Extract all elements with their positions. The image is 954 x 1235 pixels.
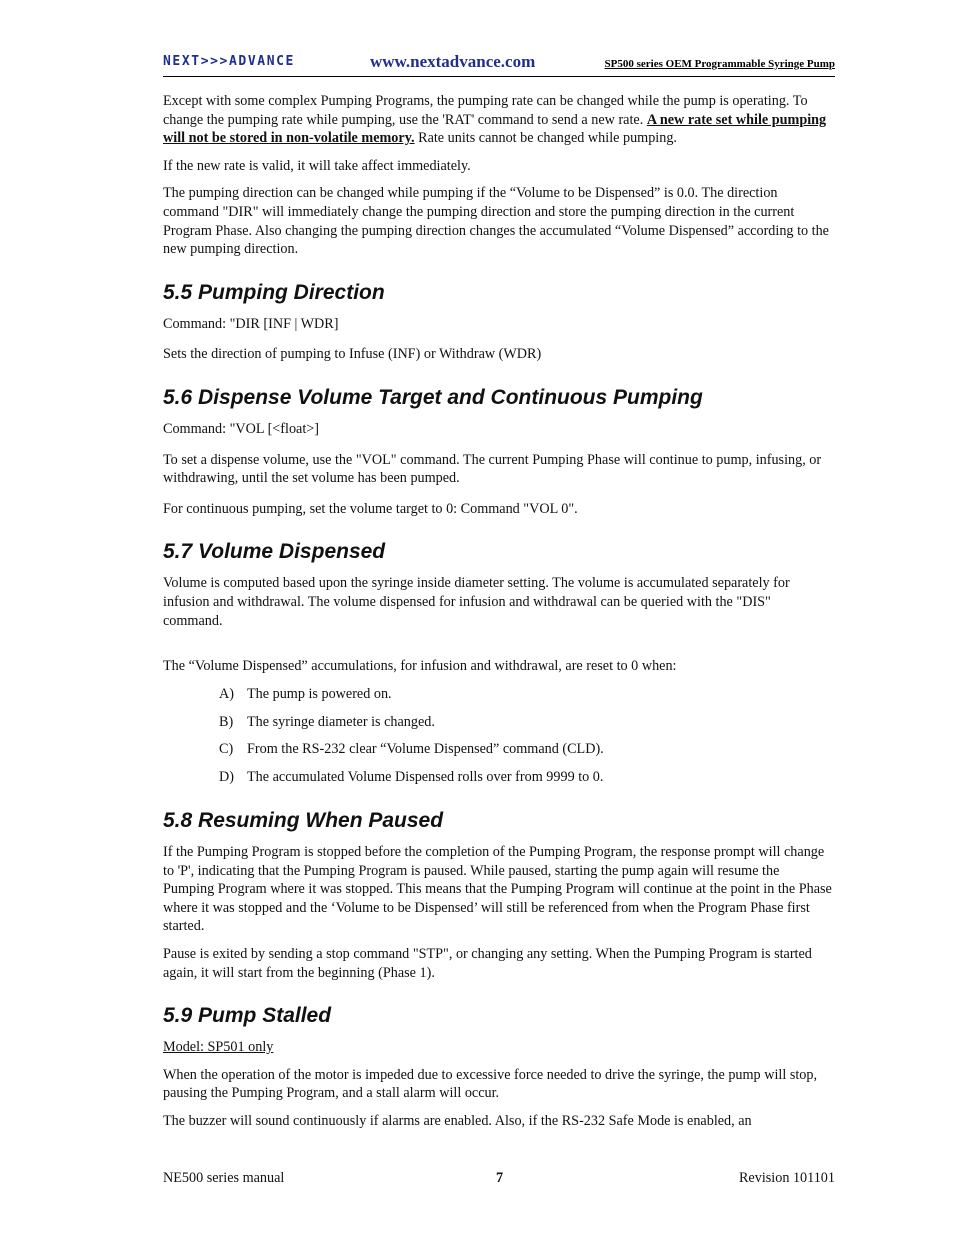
section-heading-5-8: 5.8 Resuming When Paused <box>163 808 444 832</box>
intro-paragraph-3: The pumping direction can be changed while pumping if the “Volume to be Dispensed” is 0.0. The direction command "DIR" will immediately change the pumping direction and store the pumping direction in the current Program Phase. Also changing the pumping direction changes the accumulated “Volume Dispensed” according to the new pumping direction. <box>163 185 829 258</box>
intro-bold-note: A new rate set while pumping will not be stored in non-volatile memory. <box>163 111 827 147</box>
section-heading-5-7: 5.7 Volume Dispensed <box>163 540 386 564</box>
s56-paragraph-2: For continuous pumping, set the volume target to 0: Command "VOL 0". <box>163 500 578 517</box>
document-title: SP500 series OEM Programmable Syringe Pump <box>604 58 835 70</box>
s57-paragraph-1: Volume is computed based upon the syringe inside diameter setting. The volume is accumulated separately for infusion and withdrawal. The volume dispensed for infusion and withdrawal can be queried with the "DIS" command. <box>163 575 790 629</box>
list-item: D) The accumulated Volume Dispensed rolls over from 9999 to 0. <box>219 769 604 786</box>
reset-conditions-list <box>163 685 833 787</box>
list-item: B) The syringe diameter is changed. <box>219 713 435 730</box>
s59-paragraph-1: When the operation of the motor is impeded due to excessive force needed to drive the syringe, the pump will stop, pausing the Pumping Program, and a stall alarm will occur. <box>163 1066 818 1102</box>
section-heading-5-9: 5.9 Pump Stalled <box>163 1004 332 1028</box>
s56-paragraph-1: To set a dispense volume, use the "VOL" command. The current Pumping Phase will continue to pump, infusing, or withdrawing, until the set volume has been pumped. <box>163 451 822 487</box>
section-heading-5-6: 5.6 Dispense Volume Target and Continuous Pumping <box>163 385 703 409</box>
s55-paragraph: Sets the direction of pumping to Infuse (INF) or Withdraw (WDR) <box>163 346 542 363</box>
intro-paragraph-1: Except with some complex Pumping Programs, the pumping rate can be changed while the pump is operating. To change the pumping rate while pumping, use the 'RAT' command to send a new rate. A new rate set while pumping will not be stored in non-volatile memory. Rate units cannot be changed while pumping. <box>163 93 827 147</box>
page-number: 7 <box>496 1170 504 1186</box>
page-header <box>163 50 835 77</box>
website-link[interactable]: www.nextadvance.com <box>370 52 536 71</box>
model-note: Model: SP501 only <box>163 1039 274 1056</box>
s57-paragraph-2: The “Volume Dispensed” accumulations, for infusion and withdrawal, are reset to 0 when: <box>163 658 677 675</box>
page-content <box>163 92 833 1139</box>
s59-paragraph-2: The buzzer will sound continuously if alarms are enabled. Also, if the RS-232 Safe Mode is enabled, an <box>163 1112 752 1129</box>
section-heading-5-5: 5.5 Pumping Direction <box>163 280 385 304</box>
list-item: A) The pump is powered on. <box>219 685 392 702</box>
footer-manual-name: NE500 series manual <box>163 1170 285 1186</box>
command-dir: Command: "DIR [INF | WDR] <box>163 315 339 332</box>
command-vol: Command: "VOL [<float>] <box>163 420 320 437</box>
list-item: C) From the RS-232 clear “Volume Dispensed” command (CLD). <box>219 741 604 758</box>
s58-paragraph-1: If the Pumping Program is stopped before the completion of the Pumping Program, the response prompt will change to 'P', indicating that the Pumping Program is paused. While paused, starting the pump again will resume the Pumping Program where it was stopped. This means that the Pumping Program will continue at the point in the Phase where it was stopped and the ‘Volume to be Dispensed’ will still be referenced from when the Program Phase first started. <box>163 843 832 935</box>
intro-paragraph-2: If the new rate is valid, it will take affect immediately. <box>163 157 471 174</box>
footer-revision: Revision 101101 <box>738 1170 835 1186</box>
s58-paragraph-2: Pause is exited by sending a stop command "STP", or changing any setting. When the Pumping Program is started again, it will start from the beginning (Phase 1). <box>163 945 812 981</box>
brand-logo: NEXT>>>ADVANCE <box>163 54 295 69</box>
